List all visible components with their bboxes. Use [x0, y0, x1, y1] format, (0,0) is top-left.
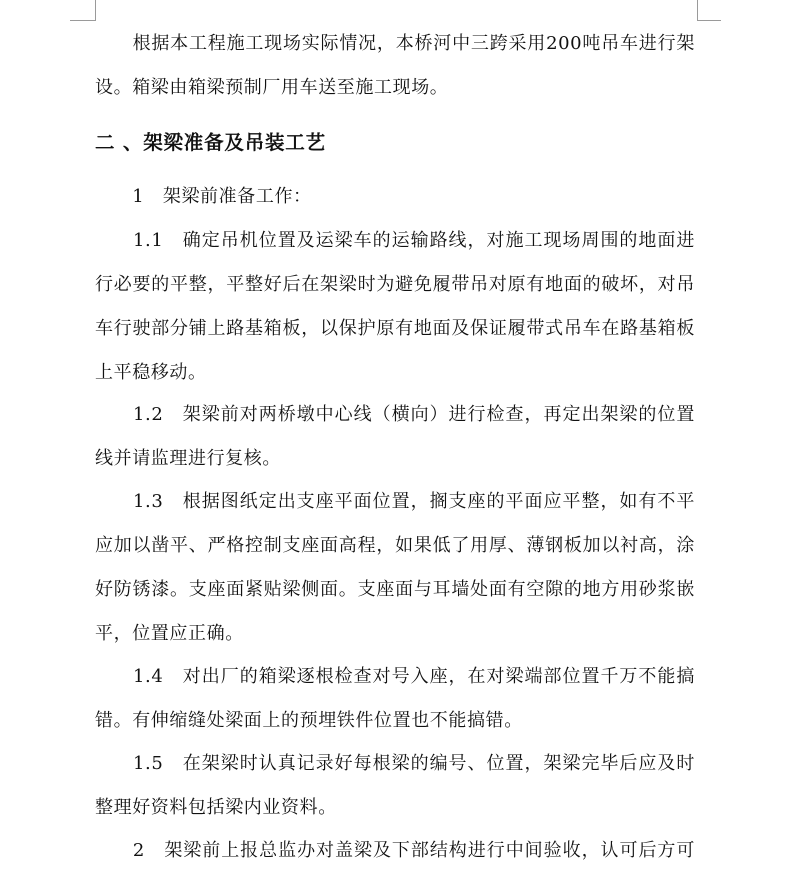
paragraph-line: 设。箱梁由箱梁预制厂用车送至施工现场。 [95, 77, 449, 98]
crop-mark-top-right [697, 0, 698, 20]
paragraph-line: 1.1 确定吊机位置及运梁车的运输路线，对施工现场周围的地面进 [95, 230, 695, 251]
paragraph-line: 根据本工程施工现场实际情况，本桥河中三跨采用200吨吊车进行架 [95, 33, 695, 54]
section-heading: 二 、架梁准备及吊装工艺 [95, 131, 326, 154]
paragraph-line: 应加以凿平、严格控制支座面高程，如果低了用厚、薄钢板加以衬高，涂 [95, 535, 695, 556]
paragraph-line: 1.3 根据图纸定出支座平面位置，搁支座的平面应平整，如有不平 [95, 491, 695, 512]
crop-mark-top-left [70, 20, 96, 21]
crop-mark-top-right [697, 20, 721, 21]
crop-mark-top-left [95, 0, 96, 20]
paragraph-line: 车行驶部分铺上路基箱板，以保护原有地面及保证履带式吊车在路基箱板 [95, 318, 695, 339]
paragraph-line: 1.4 对出厂的箱梁逐根检查对号入座，在对梁端部位置千万不能搞 [95, 666, 695, 687]
paragraph-line: 错。有伸缩缝处梁面上的预埋铁件位置也不能搞错。 [95, 710, 523, 731]
subsection-title: 1 架梁前准备工作： [95, 186, 312, 207]
paragraph-line: 2 架梁前上报总监办对盖梁及下部结构进行中间验收，认可后方可 [95, 840, 695, 861]
paragraph-line: 上平稳移动。 [95, 362, 207, 383]
paragraph-line: 平，位置应正确。 [95, 623, 244, 644]
paragraph-line: 线并请监理进行复核。 [95, 448, 281, 469]
paragraph-line: 整理好资料包括梁内业资料。 [95, 797, 337, 818]
paragraph-line: 1.5 在架梁时认真记录好每根梁的编号、位置，架梁完毕后应及时 [95, 753, 695, 774]
paragraph-line: 好防锈漆。支座面紧贴梁侧面。支座面与耳墙处面有空隙的地方用砂浆嵌 [95, 579, 695, 600]
paragraph-line: 1.2 架梁前对两桥墩中心线（横向）进行检查，再定出架梁的位置 [95, 404, 695, 425]
paragraph-line: 行必要的平整，平整好后在架梁时为避免履带吊对原有地面的破坏，对吊 [95, 274, 695, 295]
